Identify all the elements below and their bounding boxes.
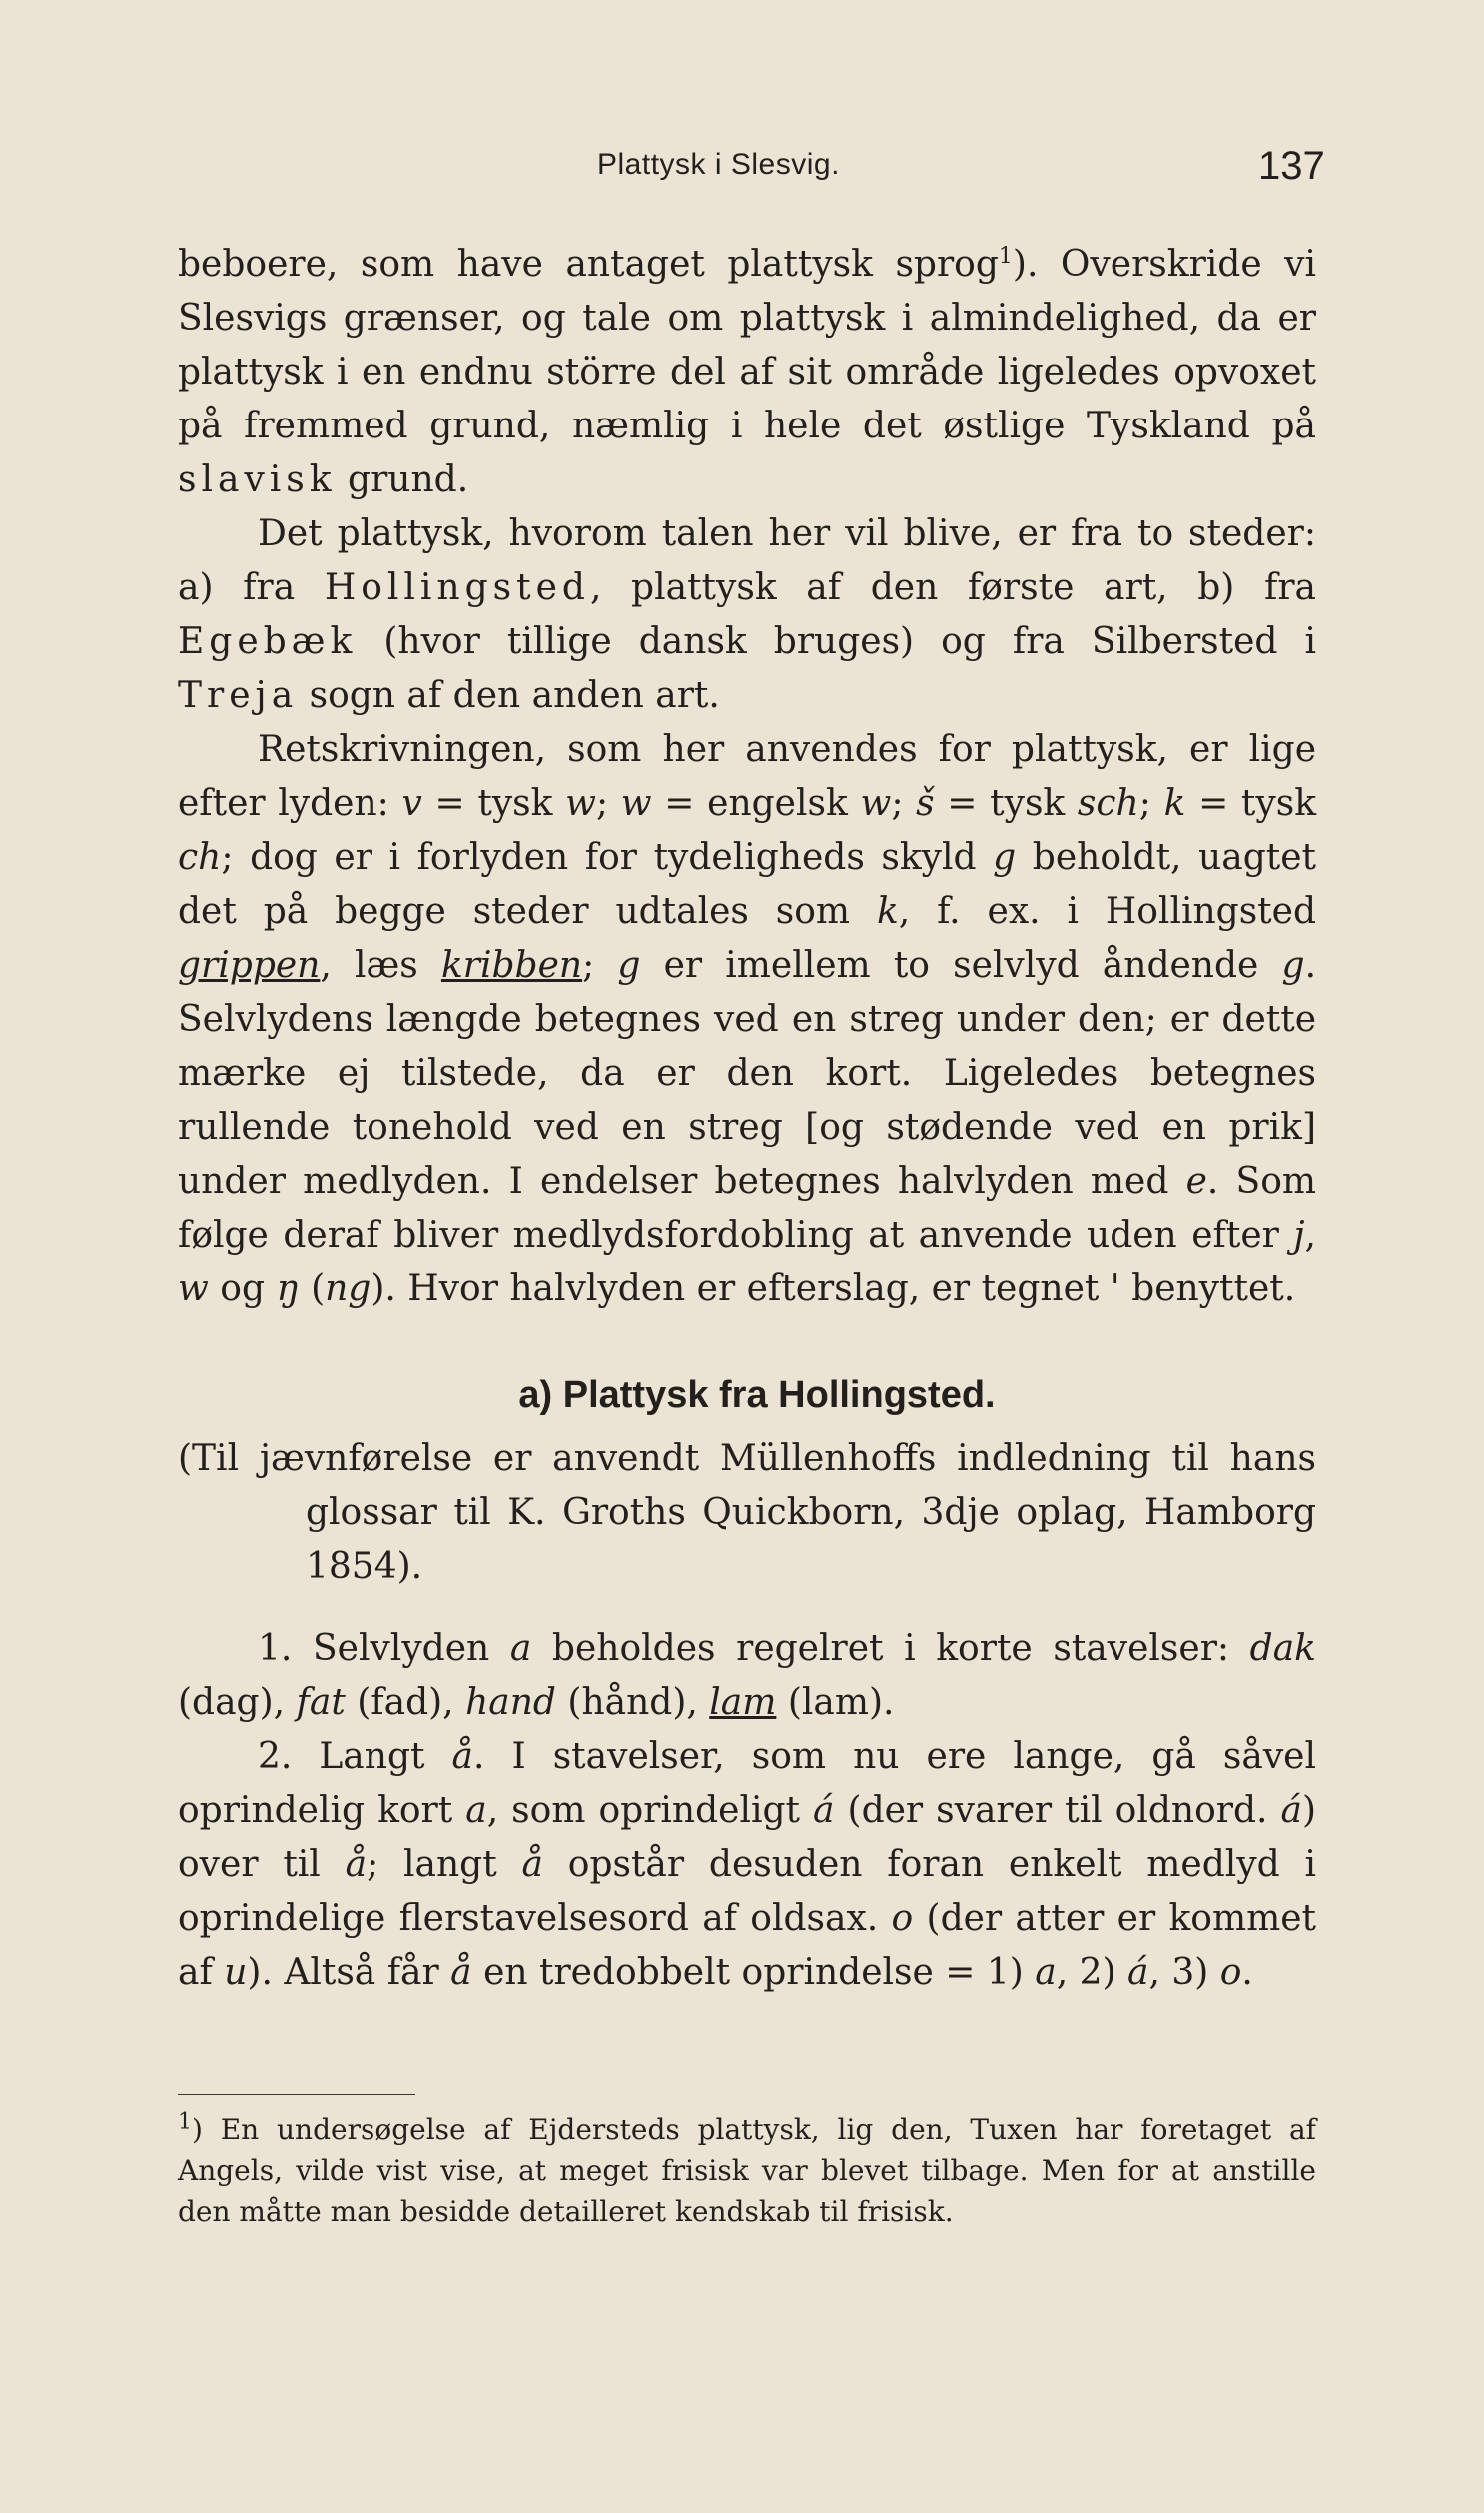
footnote-divider (178, 2094, 415, 2095)
numbered-item-1: 1. Selvlyden a beholdes regelret i korte stavelser: dak (dag), fat (fad), hand (hånd), lam (lam). (178, 1628, 1316, 1723)
page-number: 137 (1258, 144, 1325, 188)
place-name: Hollingsted (324, 567, 590, 608)
page-header (0, 144, 1484, 198)
footnote-text: ) En undersøgelse af Ejdersteds plattysk, lig den, Tuxen har foretaget af Angels, vilde vist vise, at meget frisisk var blevet tilbage. Men for at anstille den måtte man besidde detailleret kendskab til frisisk. (178, 2113, 1316, 2228)
place-name: Treja (178, 675, 299, 716)
paragraph-2: Det plattysk, hvorom talen her vil blive, er fra to steder: a) fra Hollingsted, plattysk af den første art, b) fra Egebæk (hvor tillige dansk bruges) og fra Silbersted i Treja sogn af den anden art. (178, 513, 1316, 716)
footnote (178, 2109, 1316, 2232)
place-name: Egebæk (178, 621, 358, 662)
section-intro: (Til jævnførelse er anvendt Müllenhoffs indledning til hans glossar til K. Groths Quickborn, 3dje oplag, Hamborg 1854). (178, 1438, 1316, 1587)
section-heading: a) Plattysk fra Hollingsted. (518, 1374, 996, 1416)
paragraph-3: Retskrivningen, som her anvendes for plattysk, er lige efter lyden: v = tysk w; w = engelsk w; š = tysk sch; k = tysk ch; dog er i forlyden for tydeligheds skyld g beholdt, uagtet det på begge steder udtales som k, f. ex. i Hollingsted grippen, læs kribben; g er imellem to selvlyd åndende g. Selvlydens længde betegnes ved en streg under den; er dette mærke ej tilstede, da er den kort. Ligeledes betegnes rullende tonehold ved en streg [og stødende ved en prik] under medlyden. I endelser betegnes halvlyden med e. Som følge deraf bliver medlydsfordobling at anvende uden efter j, w og ŋ (ng). Hvor halvlyden er efterslag, er tegnet ' benyttet. (178, 729, 1317, 1309)
running-title: Plattysk i Slesvig. (597, 148, 840, 181)
footnote-mark: 1 (178, 2109, 192, 2135)
paragraph-1: beboere, som have antaget plattysk sprog$^1$). Overskride vi Slesvigs grænser, og tale om plattysk i almindelighed, da er plattysk i en endnu större del af sit område ligeledes opvoxet på fremmed grund, næmlig i hele det østlige Tyskland på slavisk grund. (178, 244, 1317, 500)
numbered-item-2: 2. Langt å. I stavelser, som nu ere lange, gå såvel oprindelig kort a, som oprindeligt á (der svarer til oldnord. á) over til å; langt å opstår desuden foran enkelt medlyd i oprindelige flerstavelsesord af oldsax. o (der atter er kommet af u). Altså får å en tredobbelt oprindelse = 1) a, 2) á, 3) o. (178, 1736, 1316, 1993)
body-text (178, 238, 1316, 2000)
footnote-reference: 1 (998, 244, 1013, 269)
